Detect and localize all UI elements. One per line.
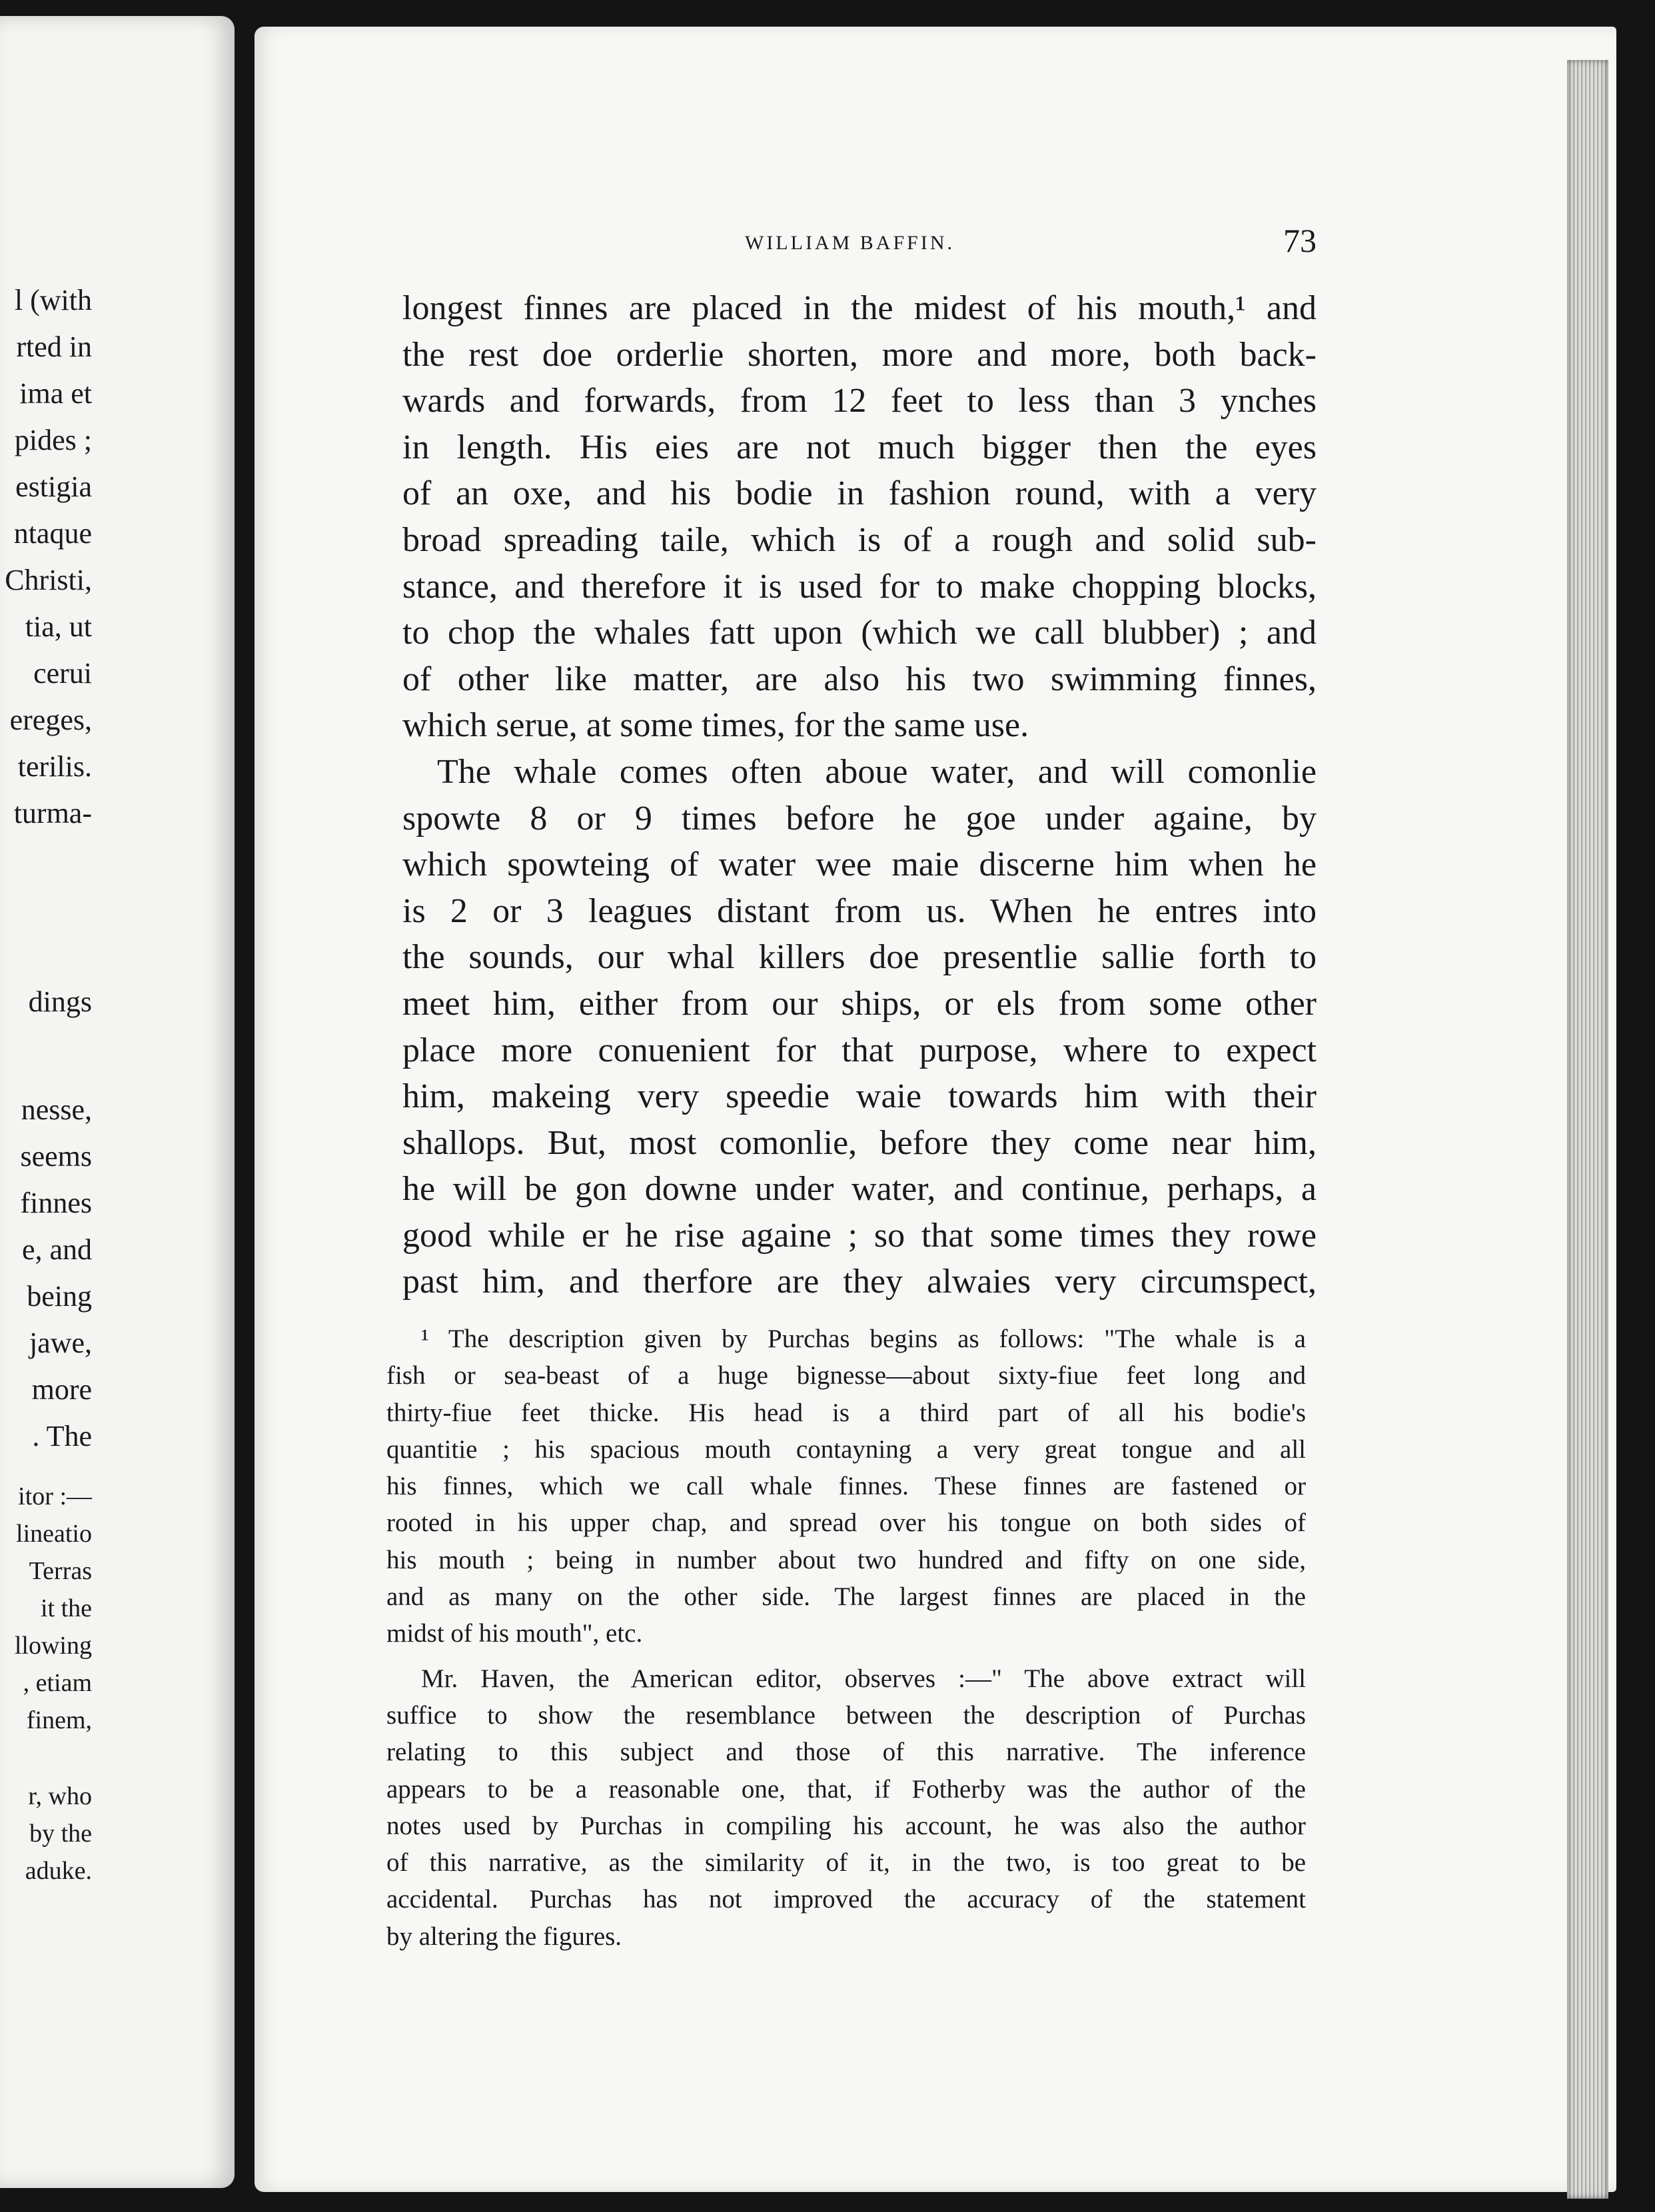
- body-line: good while er he rise againe ; so that some times they rowe: [402, 1216, 1317, 1255]
- footnotes: [386, 1321, 1306, 1955]
- left-page-line: finnes: [20, 1187, 92, 1219]
- left-page-line: e, and: [21, 1233, 92, 1266]
- left-page-line: llowing: [14, 1632, 92, 1660]
- body-line: meet him, either from our ships, or els from some other: [402, 984, 1317, 1023]
- footnote-line: appears to be a reasonable one, that, if Fotherby was the author of the: [386, 1774, 1306, 1804]
- left-page-line: itor :—: [18, 1482, 92, 1510]
- body-line: place more conuenient for that purpose, where to expect: [402, 1031, 1317, 1069]
- left-page-line: rted in: [16, 330, 92, 363]
- body-line: wards and forwards, from 12 feet to less than 3 ynches: [402, 382, 1317, 420]
- left-page-line: . The: [32, 1420, 92, 1452]
- footnote-line: accidental. Purchas has not improved the accuracy of the statement: [386, 1885, 1306, 1914]
- left-page-line: , etiam: [23, 1669, 92, 1697]
- body-line: the sounds, our whal killers doe presentlie sallie forth to: [402, 938, 1317, 977]
- body-line: in length. His eies are not much bigger then the eyes: [402, 428, 1317, 466]
- footnote-line: relating to this subject and those of this narrative. The inference: [386, 1738, 1306, 1767]
- body-line: longest finnes are placed in the midest of his mouth,¹ and: [402, 289, 1317, 327]
- body-line: of other like matter, are also his two swimming finnes,: [402, 660, 1317, 698]
- left-page-line: Christi,: [5, 564, 92, 596]
- footnote-line: rooted in his upper chap, and spread over his tongue on both sides of: [386, 1508, 1306, 1538]
- left-page-line: aduke.: [25, 1857, 92, 1885]
- body-line: is 2 or 3 leagues distant from us. When he entres into: [402, 891, 1317, 930]
- footnote-line: ¹ The description given by Purchas begins as follows: "The whale is a: [421, 1325, 1306, 1353]
- footnote-line: notes used by Purchas in compiling his account, he was also the author: [386, 1811, 1306, 1840]
- body-line: to chop the whales fatt upon (which we call blubber) ; and: [402, 614, 1317, 652]
- body-line: which serue, at some times, for the same use.: [402, 706, 1029, 745]
- page-edge: [1567, 60, 1608, 2199]
- footnote-1: [386, 1321, 1306, 1652]
- body-line: of an oxe, and his bodie in fashion round, with a very: [402, 474, 1317, 513]
- left-page-line: l (with: [14, 284, 92, 316]
- body-line: which spowteing of water wee maie discerne him when he: [402, 845, 1317, 884]
- footnote-continuation: [386, 1660, 1306, 1955]
- left-page-line: ntaque: [13, 517, 92, 550]
- left-page-line: finem,: [26, 1706, 92, 1734]
- footnote-line: Mr. Haven, the American editor, observes :—" The above extract will: [421, 1664, 1306, 1693]
- footnote-line: and as many on the other side. The largest finnes are placed in the: [386, 1582, 1306, 1612]
- page-number: 73: [1283, 222, 1317, 259]
- left-page-line: tia, ut: [25, 610, 92, 643]
- body-line: spowte 8 or 9 times before he goe under againe, by: [402, 799, 1317, 837]
- running-head: WILLIAM BAFFIN.: [745, 232, 955, 254]
- left-page-line: pides ;: [14, 424, 92, 456]
- left-page-line: jawe,: [29, 1327, 92, 1359]
- left-page-line: nesse,: [21, 1093, 92, 1126]
- footnote-line: his finnes, which we call whale finnes. These finnes are fastened or: [386, 1472, 1306, 1501]
- footnote-line: suffice to show the resemblance between the description of Purchas: [386, 1700, 1306, 1730]
- body-text: [402, 285, 1317, 1305]
- left-page-line: seems: [20, 1140, 92, 1173]
- left-page-line: being: [27, 1280, 92, 1313]
- left-page-line: it the: [40, 1594, 92, 1622]
- left-page-line: lineatio: [16, 1520, 92, 1548]
- footnote-line: of this narrative, as the similarity of it, in the two, is too great to be: [386, 1848, 1306, 1878]
- footnote-line: midst of his mouth", etc.: [386, 1619, 643, 1648]
- left-page-line: cerui: [33, 657, 92, 690]
- left-page-line: ima et: [19, 377, 92, 410]
- body-line: The whale comes often aboue water, and will comonlie: [437, 752, 1317, 791]
- left-page-line: Terras: [29, 1557, 92, 1585]
- left-page-line: turma-: [13, 797, 92, 830]
- body-line: stance, and therefore it is used for to make chopping blocks,: [402, 567, 1317, 606]
- footnote-line: by altering the figures.: [386, 1922, 622, 1951]
- body-line: him, makeing very speedie waie towards him with their: [402, 1077, 1317, 1116]
- left-page-line: dings: [28, 985, 92, 1018]
- footnote-line: fish or sea-beast of a huge bignesse—about sixty-fiue feet long and: [386, 1361, 1306, 1390]
- footnote-line: his mouth ; being in number about two hundred and fifty on one side,: [386, 1545, 1306, 1574]
- body-line: broad spreading taile, which is of a rough and solid sub-: [402, 520, 1317, 559]
- footnote-line: quantitie ; his spacious mouth contayning a very great tongue and all: [386, 1434, 1306, 1464]
- left-page-line: ereges,: [9, 704, 92, 736]
- body-line: past him, and therfore are they alwaies very circumspect,: [402, 1263, 1317, 1301]
- body-line: he will be gon downe under water, and continue, perhaps, a: [402, 1170, 1317, 1209]
- footnote-line: thirty-fiue feet thicke. His head is a third part of all his bodie's: [386, 1398, 1306, 1427]
- body-line: the rest doe orderlie shorten, more and more, both back-: [402, 335, 1317, 374]
- left-page-line: more: [31, 1373, 92, 1406]
- left-page-line: terilis.: [17, 750, 92, 783]
- body-line: shallops. But, most comonlie, before they come near him,: [402, 1123, 1317, 1162]
- left-page-line: r, who: [28, 1782, 92, 1810]
- left-page: [0, 16, 235, 2188]
- left-page-line: by the: [29, 1820, 92, 1848]
- left-page-line: estigia: [15, 470, 92, 503]
